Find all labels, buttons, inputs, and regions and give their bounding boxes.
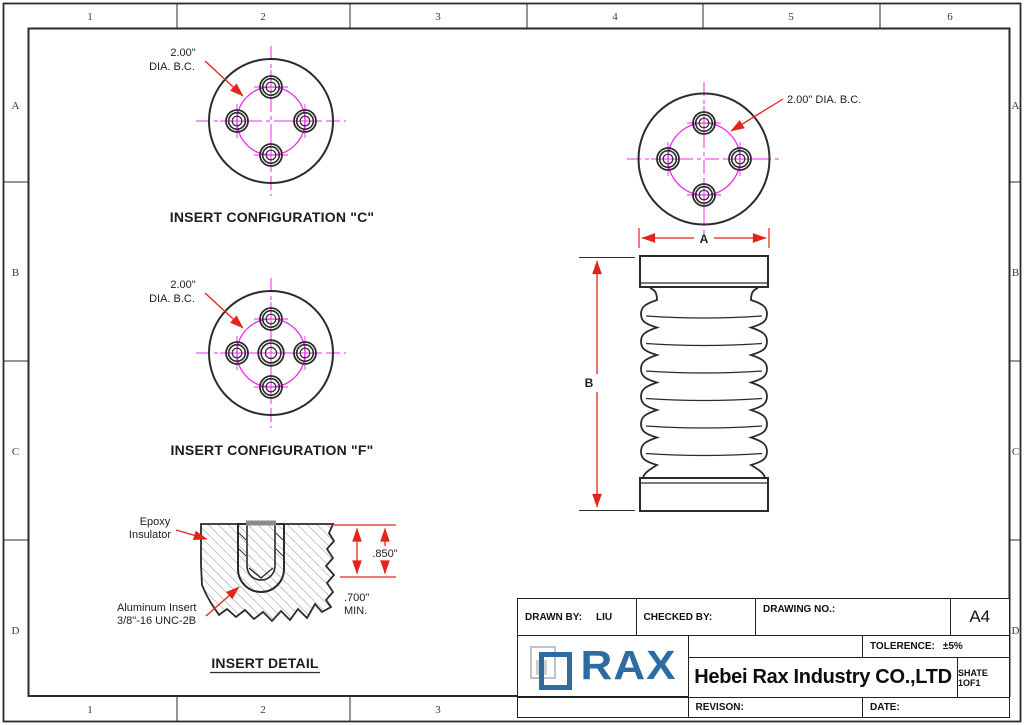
zone-row-label: A (11, 100, 20, 112)
insert-top-face (246, 521, 276, 526)
zone-col-label: 5 (788, 11, 794, 23)
top-cap (640, 256, 768, 287)
rax-logo (530, 643, 677, 689)
checked-by-cell (636, 598, 757, 636)
bc-diameter-label: 2.00" (170, 279, 196, 291)
zone-col-label: 6 (947, 11, 953, 23)
bolt-hole (254, 138, 288, 172)
drawing-no-label: DRAWING NO.: (763, 604, 836, 615)
zone-row-label: C (1011, 446, 1020, 458)
zone-row-label: B (11, 267, 20, 279)
aluminum-insert-label: Aluminum Insert (117, 602, 197, 614)
zone-row-label: A (1011, 100, 1020, 112)
bolt-hole (288, 104, 322, 138)
company-name: Hebei Rax Industry CO.,LTD (694, 666, 952, 689)
bolt-hole (687, 106, 721, 140)
view-insert-configuration-c (149, 46, 374, 225)
bc-diameter-label: 2.00" DIA. B.C. (787, 94, 862, 106)
date-cell (862, 697, 1010, 718)
empty-cell (517, 697, 689, 718)
dim-depth-label: .850" (372, 548, 398, 560)
bolt-hole (254, 70, 288, 104)
bolt-hole (254, 302, 288, 336)
center-hole (252, 334, 290, 372)
zone-col-label: 4 (612, 11, 618, 23)
dim-a-label: A (699, 232, 709, 246)
view-caption: INSERT CONFIGURATION "C" (169, 209, 375, 225)
bc-diameter-label: DIA. B.C. (149, 293, 195, 305)
bolt-hole (254, 370, 288, 404)
bolt-hole (723, 142, 757, 176)
view-insert-configuration-f (149, 278, 373, 458)
checked-by-label: CHECKED BY: (643, 611, 713, 623)
epoxy-label: Insulator (128, 529, 172, 541)
drawn-by-cell (517, 598, 637, 636)
zone-row-label: C (11, 446, 20, 458)
bolt-hole (220, 104, 254, 138)
leader-line (205, 61, 243, 96)
drawn-by-value: LIU (596, 611, 613, 623)
zone-col-label: 3 (435, 704, 441, 716)
sheet-number: SHATE 1OF1 (958, 667, 988, 688)
aluminum-insert-label: 3/8"-16 UNC-2B (117, 615, 197, 627)
logo-cell (517, 635, 689, 697)
bolt-hole (687, 178, 721, 212)
dim-min-label: MIN. (344, 605, 368, 617)
tolerance-cell (862, 635, 1010, 659)
sheet-size-cell (950, 598, 1011, 636)
view-top (627, 82, 861, 248)
zone-row-label: D (1011, 625, 1020, 637)
drawing-no-cell (755, 598, 951, 636)
dim-min-label: .700" (344, 592, 370, 604)
title-block (517, 598, 1010, 718)
zone-col-label: 1 (87, 11, 93, 23)
bolt-hole (220, 336, 254, 370)
fin-edges (646, 316, 762, 456)
empty-cell (688, 635, 864, 659)
zone-col-label: 2 (260, 704, 266, 716)
leader-line (205, 293, 243, 328)
drawn-by-label: DRAWN BY: (525, 611, 583, 623)
zone-col-label: 3 (435, 11, 441, 23)
sheet-size-value: A4 (969, 607, 991, 626)
company-cell (688, 657, 959, 699)
tolerance-value: ±5% (942, 641, 963, 652)
bolt-hole (288, 336, 322, 370)
sheet-number-cell (957, 657, 1010, 699)
view-caption: INSERT DETAIL (211, 655, 319, 671)
dim-b-label: B (584, 376, 594, 390)
zone-row-label: D (11, 625, 20, 637)
zone-col-label: 2 (260, 11, 266, 23)
view-insert-detail (117, 516, 398, 673)
zone-col-label: 1 (87, 704, 93, 716)
bolt-hole (651, 142, 685, 176)
date-label: DATE: (870, 702, 900, 713)
rax-logo-icon (530, 643, 572, 689)
zone-row-label: B (1011, 267, 1020, 279)
rax-logo-text: RAX (580, 642, 677, 688)
view-side (579, 256, 768, 511)
view-caption: INSERT CONFIGURATION "F" (170, 442, 374, 458)
tolerance-label: TOLERENCE: (870, 641, 935, 652)
epoxy-label: Epoxy (139, 516, 171, 528)
bc-diameter-label: DIA. B.C. (149, 61, 195, 73)
bc-diameter-label: 2.00" (170, 47, 196, 59)
revision-label: REVISON: (695, 702, 744, 713)
revision-cell (688, 697, 864, 718)
